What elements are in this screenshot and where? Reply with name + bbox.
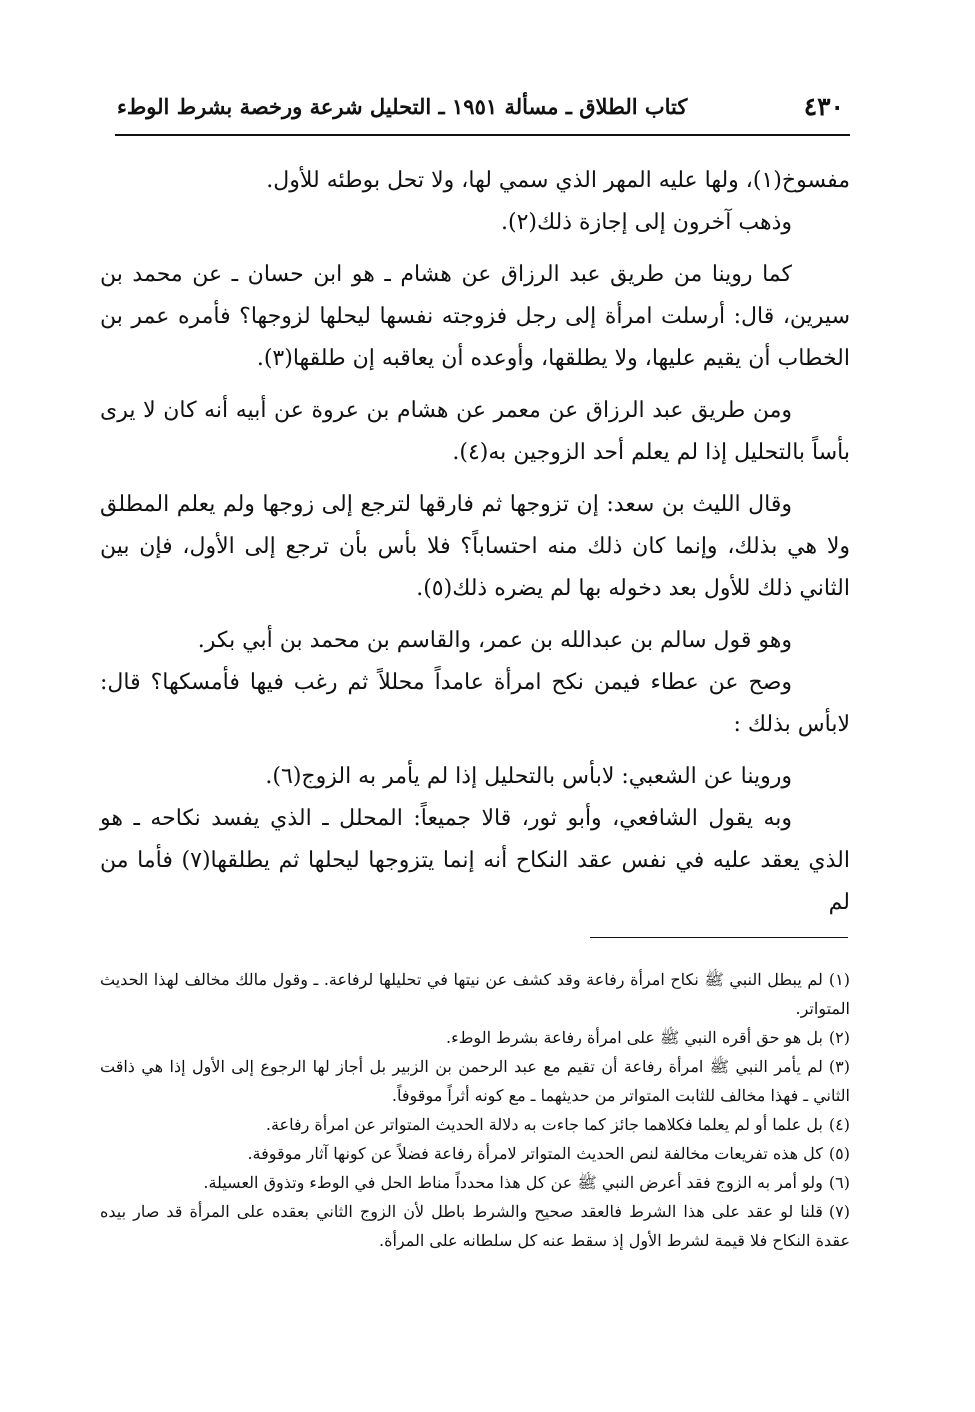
paragraph: وصح عن عطاء فيمن نكح امرأة عامداً محللاً ثم رغب فيها فأمسكها؟ قال: لابأس بذلك :: [100, 670, 850, 737]
paragraph: وقال الليث بن سعد: إن تزوجها ثم فارقها لترجع إلى زوجها ولم يعلم المطلق ولا هي بذلك، وإنما كان ذلك منه احتساباً؟ فلا بأس بأن ترجع إلى الأول، فإن بين الثاني ذلك للأول بعد دخوله بها لم يضره ذلك(٥).: [100, 492, 850, 601]
footnote: [100, 965, 850, 1023]
main-text: [100, 160, 850, 924]
footnote: [100, 1052, 850, 1110]
running-title: كتاب الطلاق ـ مسألة ١٩٥١ ـ التحليل شرعة ورخصة بشرط الوطء: [117, 94, 688, 119]
paragraph: وهو قول سالم بن عبدالله بن عمر، والقاسم بن محمد بن أبي بكر.: [197, 628, 792, 653]
footnote-separator: [590, 937, 848, 938]
footnotes: [100, 965, 850, 1255]
page-header: [115, 78, 850, 136]
paragraph: ومن طريق عبد الرزاق عن معمر عن هشام بن عروة عن أبيه أنه كان لا يرى بأساً بالتحليل إذا لم يعلم أحد الزوجين به(٤).: [100, 398, 850, 465]
footnote-number: (٣): [828, 1057, 850, 1076]
footnote-number: (٢): [828, 1028, 850, 1047]
paragraph: وبه يقول الشافعي، وأبو ثور، قالا جميعاً: المحلل ـ الذي يفسد نكاحه ـ هو الذي يعقد عليه في نفس عقد النكاح أنه إنما يتزوجها ليحلها ثم يطلقها(٧) فأما من لم: [100, 806, 850, 915]
footnote-number: (٦): [828, 1173, 850, 1192]
paragraph: وروينا عن الشعبي: لابأس بالتحليل إذا لم يأمر به الزوج(٦).: [265, 764, 792, 789]
footnote-text: كل هذه تفريعات مخالفة لنص الحديث المتواتر لامرأة رفاعة فضلاً عن كونها آثار موقوفة.: [247, 1144, 823, 1163]
paragraph: وذهب آخرون إلى إجازة ذلك(٢).: [501, 210, 792, 235]
paragraph: كما روينا من طريق عبد الرزاق عن هشام ـ هو ابن حسان ـ عن محمد بن سيرين، قال: أرسلت امرأة إلى رجل فزوجته نفسها ليحلها لزوجها؟ فأمره عمر بن الخطاب أن يقيم عليها، ولا يطلقها، وأوعده أن يعاقبه إن طلقها(٣).: [100, 262, 850, 371]
footnote: [100, 1197, 850, 1255]
footnote-text: ولو أمر به الزوج فقد أعرض النبي ﷺ عن كل هذا محدداً مناط الحل في الوطء وتذوق العسيلة.: [203, 1173, 823, 1192]
footnote: [100, 1023, 850, 1052]
footnote-number: (٥): [828, 1144, 850, 1163]
footnote-number: (١): [828, 970, 850, 989]
paragraph: مفسوخ(١)، ولها عليه المهر الذي سمي لها، ولا تحل بوطئه للأول.: [266, 168, 850, 193]
footnote-number: (٧): [828, 1202, 851, 1221]
footnote-text: بل هو حق أقره النبي ﷺ على امرأة رفاعة بشرط الوطء.: [446, 1028, 823, 1047]
page-number: ٤٣٠: [803, 92, 844, 121]
footnote-text: لم يأمر النبي ﷺ امرأة رفاعة أن تقيم مع عبد الرحمن بن الزبير بل أجاز لها الرجوع إلى الأول إذا هي ذاقت الثاني ـ فهذا مخالف للثابت المتواتر من حديثهما ـ مع كونه أثراً موقوفاً.: [100, 1057, 850, 1105]
footnote-text: بل علما أو لم يعلما فكلاهما جائز كما جاءت به دلالة الحديث المتواتر عن امرأة رفاعة.: [265, 1115, 823, 1134]
footnote: [100, 1139, 850, 1168]
footnote-text: قلنا لو عقد على هذا الشرط فالعقد صحيح والشرط باطل لأن الزوج الثاني بعقده على المرأة قد صار بيده عقدة النكاح فلا قيمة لشرط الأول إذ سقط عنه كل سلطانه على المرأة.: [100, 1202, 850, 1250]
footnote-number: (٤): [828, 1115, 850, 1134]
footnote: [100, 1110, 850, 1139]
footnote: [100, 1168, 850, 1197]
footnote-text: لم يبطل النبي ﷺ نكاح امرأة رفاعة وقد كشف عن نيتها في تحليلها لرفاعة. ـ وقول مالك مخالف لهذا الحديث المتواتر.: [100, 970, 850, 1018]
